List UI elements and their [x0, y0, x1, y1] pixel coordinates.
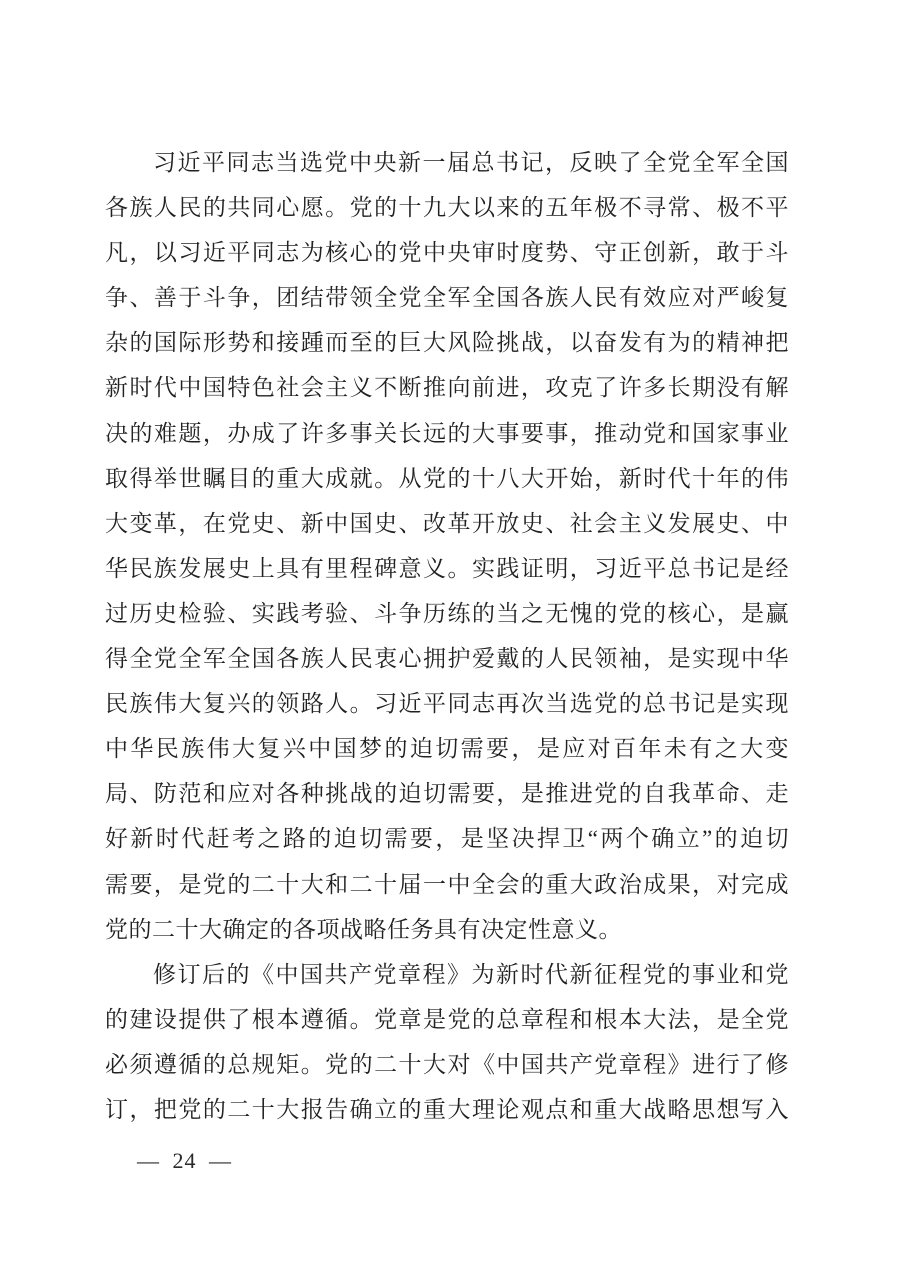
text-line: 过历史检验、实践考验、斗争历练的当之无愧的党的核心，是赢: [105, 600, 789, 626]
text-line: 修订后的《中国共产党章程》为新时代新征程党的事业和党: [153, 961, 789, 987]
text-line: 好新时代赶考之路的迫切需要，是坚决捍卫“两个确立”的迫切: [105, 826, 789, 852]
text-line: 华民族发展史上具有里程碑意义。实践证明，习近平总书记是经: [105, 555, 789, 581]
text-line: 民族伟大复兴的领路人。习近平同志再次当选党的总书记是实现: [105, 691, 789, 717]
text-line: 凡，以习近平同志为核心的党中央审时度势、守正创新，敢于斗: [105, 240, 789, 266]
text-line: 中华民族伟大复兴中国梦的迫切需要，是应对百年未有之大变: [105, 736, 789, 762]
text-line: 的建设提供了根本遵循。党章是党的总章程和根本大法，是全党: [105, 1006, 789, 1032]
text-line: 杂的国际形势和接踵而至的巨大风险挑战，以奋发有为的精神把: [105, 330, 789, 356]
text-line: 党的二十大确定的各项战略任务具有决定性意义。: [105, 916, 622, 942]
text-line: 订，把党的二十大报告确立的重大理论观点和重大战略思想写入: [105, 1096, 789, 1122]
text-line: 决的难题，办成了许多事关长远的大事要事，推动党和国家事业: [105, 420, 789, 446]
text-line: 得全党全军全国各族人民衷心拥护爱戴的人民领袖，是实现中华: [105, 646, 789, 672]
body-text: [105, 140, 789, 1132]
text-line: 局、防范和应对各种挑战的迫切需要，是推进党的自我革命、走: [105, 781, 789, 807]
text-line: 需要，是党的二十大和二十届一中全会的重大政治成果，对完成: [105, 871, 789, 897]
text-line: 取得举世瞩目的重大成就。从党的十八大开始，新时代十年的伟: [105, 465, 789, 491]
text-line: 新时代中国特色社会主义不断推向前进，攻克了许多长期没有解: [105, 375, 789, 401]
text-line: 争、善于斗争，团结带领全党全军全国各族人民有效应对严峻复: [105, 285, 789, 311]
text-line: 必须遵循的总规矩。党的二十大对《中国共产党章程》进行了修: [105, 1051, 789, 1077]
text-line: 各族人民的共同心愿。党的十九大以来的五年极不寻常、极不平: [105, 195, 789, 221]
text-line: 习近平同志当选党中央新一届总书记，反映了全党全军全国: [153, 150, 789, 175]
text-line: 大变革，在党史、新中国史、改革开放史、社会主义发展史、中: [105, 510, 789, 536]
page-number: — 24 —: [137, 1148, 232, 1173]
